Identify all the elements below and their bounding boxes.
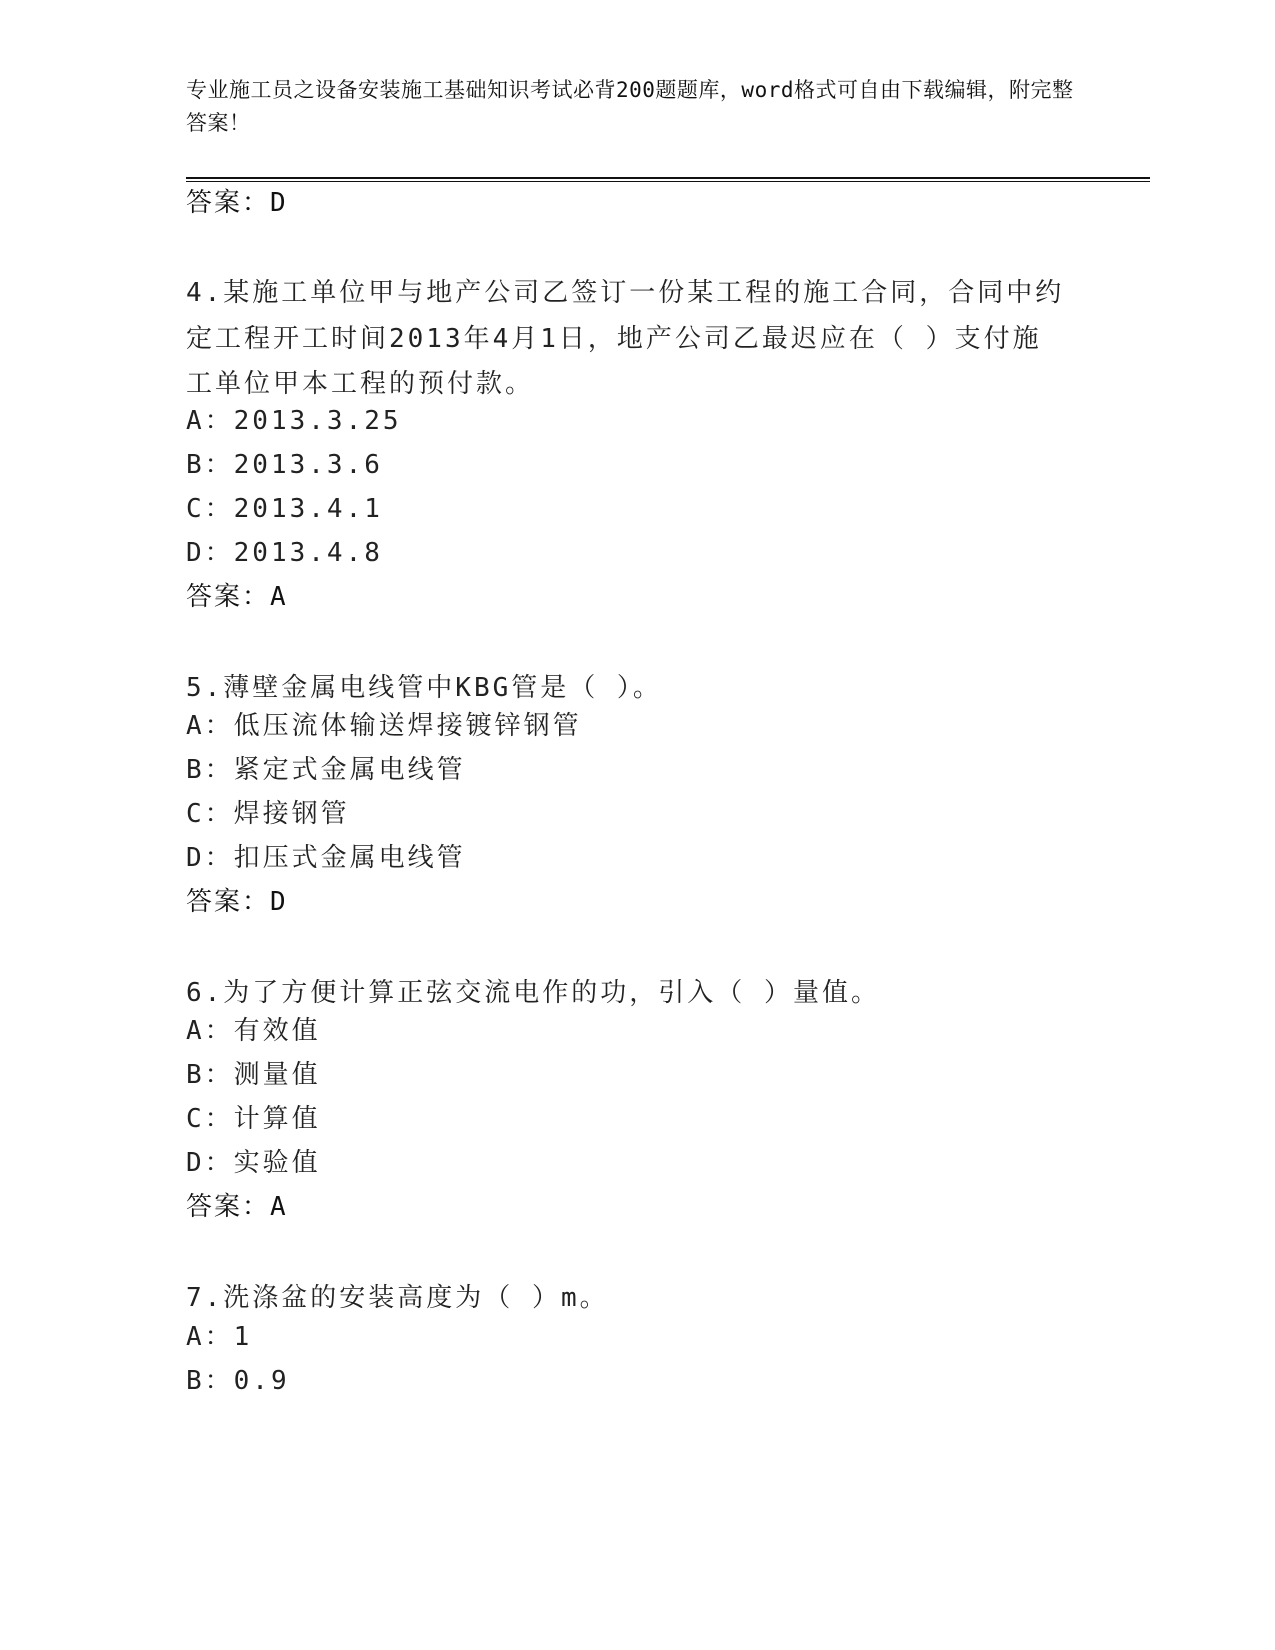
question-6-text: 6.为了方便计算正弦交流电作的功，引入（ ）量值。 xyxy=(186,978,880,1008)
question-4-option-b: B：2013.3.6 xyxy=(186,450,383,480)
answer-value: D xyxy=(270,188,286,218)
answer-value: A xyxy=(270,582,286,612)
question-7-option-b: B：0.9 xyxy=(186,1366,290,1396)
question-5-answer xyxy=(186,885,286,919)
question-6-option-a: A：有效值 xyxy=(186,1016,321,1046)
question-6-option-b: B：测量值 xyxy=(186,1060,321,1090)
question-5-text: 5.薄壁金属电线管中KBG管是（ ）。 xyxy=(186,673,662,703)
question-4-answer xyxy=(186,580,286,614)
answer-label: 答案： xyxy=(186,887,271,917)
question-5-option-b: B：紧定式金属电线管 xyxy=(186,755,466,785)
question-7-text: 7.洗涤盆的安装高度为（ ）m。 xyxy=(186,1283,609,1313)
page-header: 专业施工员之设备安装施工基础知识考试必背200题题库，word格式可自由下载编辑，附完整答案！ xyxy=(186,78,1074,135)
question-6-option-c: C：计算值 xyxy=(186,1104,321,1134)
question-4-option-a: A：2013.3.25 xyxy=(186,406,402,436)
header-divider xyxy=(186,177,1150,182)
question-6-option-d: D：实验值 xyxy=(186,1148,321,1178)
answer-value: A xyxy=(270,1192,286,1222)
question-5-option-d: D：扣压式金属电线管 xyxy=(186,843,466,873)
answer-label: 答案： xyxy=(186,582,271,612)
question-4-text: 4.某施工单位甲与地产公司乙签订一份某工程的施工合同，合同中约定工程开工时间2013年4月1日，地产公司乙最迟应在（ ）支付施工单位甲本工程的预付款。 xyxy=(186,278,1065,399)
answer-label: 答案： xyxy=(186,188,271,218)
answer-value: D xyxy=(270,887,286,917)
question-7-option-a: A：1 xyxy=(186,1322,253,1352)
question-5-option-a: A：低压流体输送焊接镀锌钢管 xyxy=(186,711,582,741)
question-4-option-c: C：2013.4.1 xyxy=(186,494,383,524)
question-5-option-c: C：焊接钢管 xyxy=(186,799,350,829)
answer-line xyxy=(186,186,286,220)
answer-label: 答案： xyxy=(186,1192,271,1222)
question-4-option-d: D：2013.4.8 xyxy=(186,538,383,568)
question-6-answer xyxy=(186,1190,286,1224)
